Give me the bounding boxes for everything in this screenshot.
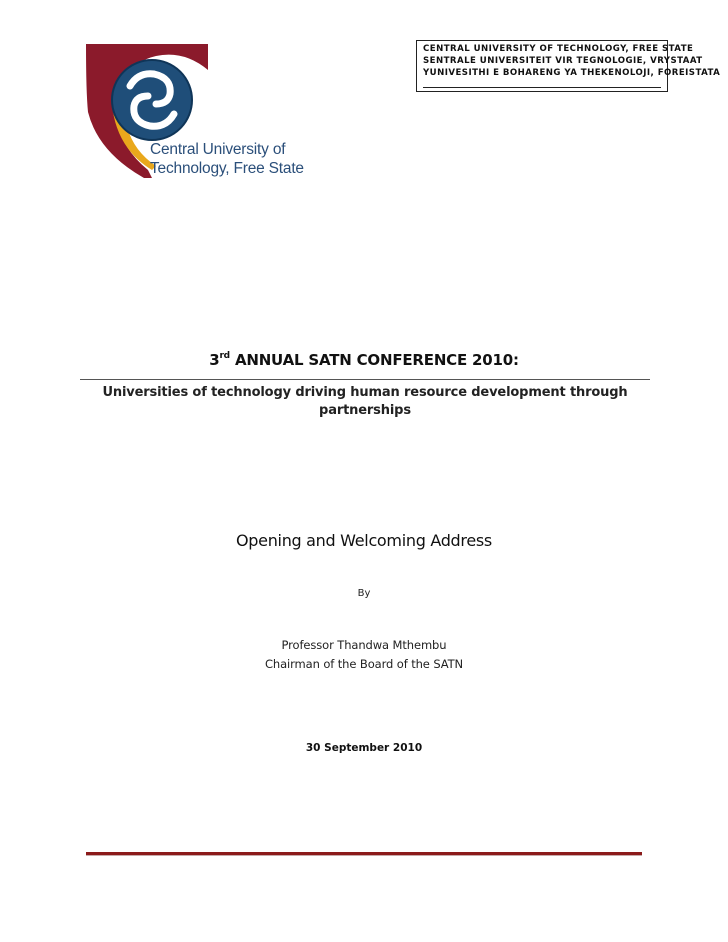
title-divider (80, 379, 650, 380)
conference-subtitle: Universities of technology driving human resource development through partnerships (102, 385, 628, 418)
author-block (0, 636, 728, 674)
header-box-rule (423, 87, 661, 88)
author-role: Chairman of the Board of the SATN (264, 657, 464, 671)
title-ordinal-suffix: rd (219, 351, 230, 361)
title-ordinal-number: 3 (209, 351, 220, 369)
header-line-english: CENTRAL UNIVERSITY OF TECHNOLOGY, FREE STATE (423, 44, 694, 54)
logo-text-line1: Central University of (150, 141, 286, 158)
author-name: Professor Thandwa Mthembu (281, 638, 447, 652)
document-date: 30 September 2010 (305, 742, 423, 754)
footer-divider (86, 852, 642, 856)
logo-wordmark (150, 140, 304, 178)
by-label: By (357, 588, 371, 599)
conference-title (0, 351, 728, 369)
header-line-sesotho: YUNIVESITHI E BOHARENG YA THEKENOLOJI, FOREISTATA (423, 68, 721, 78)
logo-text-line2: Technology, Free State (150, 160, 304, 177)
title-text: ANNUAL SATN CONFERENCE 2010: (229, 351, 519, 369)
address-title: Opening and Welcoming Address (236, 531, 492, 550)
header-line-afrikaans: SENTRALE UNIVERSITEIT VIR TEGNOLOGIE, VRYSTAAT (423, 56, 703, 66)
university-name-box (416, 40, 721, 92)
